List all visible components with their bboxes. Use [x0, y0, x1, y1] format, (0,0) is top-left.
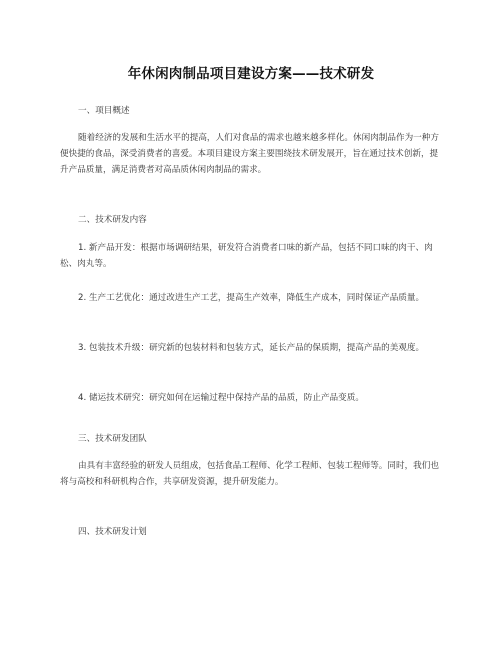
- paragraph-process-optimization: 2. 生产工艺优化：通过改进生产工艺，提高生产效率，降低生产成本，同时保证产品质量。: [78, 293, 425, 303]
- section-heading-rd-plan: 四、技术研发计划: [78, 527, 147, 537]
- paragraph-rd-team: 由具有丰富经验的研发人员组成，包括食品工程师、化学工程师、包装工程师等。同时，我们也将与高校和科研机构合作，共享研发资源，提升研发能力。: [60, 461, 439, 487]
- section-heading-overview: 一、项目概述: [78, 106, 130, 116]
- paragraph-packaging-upgrade: 3. 包装技术升级：研究新的包装材料和包装方式，延长产品的保质期，提高产品的美观度。: [78, 343, 425, 353]
- section-heading-rd-content: 二、技术研发内容: [78, 215, 147, 225]
- paragraph-new-product: 1. 新产品开发：根据市场调研结果，研发符合消费者口味的新产品，包括不同口味的肉干、肉松、肉丸等。: [60, 243, 433, 269]
- paragraph-storage-transport: 4. 储运技术研究：研究如何在运输过程中保持产品的品质，防止产品变质。: [78, 393, 364, 403]
- paragraph-overview: 随着经济的发展和生活水平的提高，人们对食品的需求也越来越多样化。休闲肉制品作为一种方便快捷的食品，深受消费者的喜爱。本项目建设方案主要围绕技术研发展开，旨在通过技术创新，提升产品质量，满足消费者对高品质休闲肉制品的需求。: [60, 133, 439, 175]
- document-title: 年休闲肉制品项目建设方案——技术研发: [127, 66, 375, 82]
- section-heading-rd-team: 三、技术研发团队: [78, 434, 147, 444]
